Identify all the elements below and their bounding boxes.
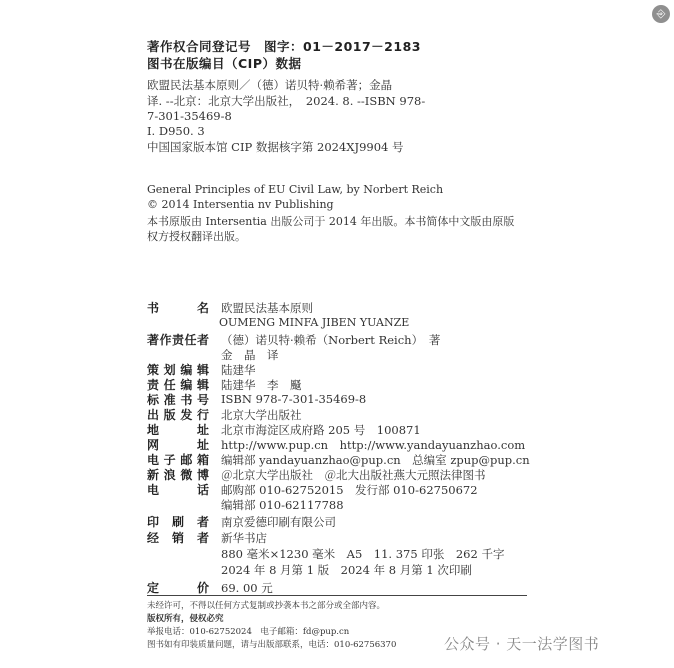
- address-label: 地 址: [147, 423, 209, 437]
- weibo-value: ＠北京大学出版社 ＠北大出版社燕大元照法律图书: [221, 468, 486, 482]
- footer-line-4: 图书如有印装质量问题，请与出版部联系，电话：010-62756370: [147, 640, 397, 650]
- website-value: http://www.pup.cn http://www.yandayuanzhao.com: [221, 438, 526, 452]
- phone-value-2: 编辑部 010-62117788: [221, 498, 344, 512]
- planning-editor-value: 陆建华: [221, 363, 256, 377]
- spec-value: 880 毫米×1230 毫米 A5 11. 375 印张 262 千字: [221, 547, 505, 561]
- isbn-value: ISBN 978-7-301-35469-8: [221, 392, 367, 406]
- price-label: 定 价: [147, 581, 209, 595]
- cip-line-3: 7-301-35469-8: [147, 109, 232, 123]
- isbn-label: 标准书号: [147, 393, 209, 407]
- printer-label: 印 刷 者: [147, 515, 209, 529]
- publisher-label: 出版发行: [147, 408, 209, 422]
- website-label: 网 址: [147, 438, 209, 452]
- translator-value: 金 晶 译: [221, 348, 279, 362]
- address-value: 北京市海淀区成府路 205 号 100871: [221, 423, 421, 437]
- english-title-line: General Principles of EU Civil Law, by Norbert Reich: [147, 183, 444, 196]
- footer-divider: [147, 595, 527, 596]
- authorization-line: 权方授权翻译出版。: [147, 230, 246, 243]
- copyright-line: © 2014 Intersentia nv Publishing: [147, 198, 334, 211]
- book-pinyin-value: OUMENG MINFA JIBEN YUANZE: [219, 316, 410, 329]
- cip-heading: 图书在版编目（CIP）数据: [147, 56, 302, 71]
- planning-editor-label: 策划编辑: [147, 363, 209, 377]
- original-edition-line: 本书原版由 Intersentia 出版公司于 2014 年出版。本书简体中文版由原版: [147, 215, 515, 228]
- book-name-label: 书 名: [147, 301, 209, 315]
- cip-line-1: 欧盟民法基本原则／（德）诺贝特·赖希著；金晶: [147, 78, 393, 92]
- phone-value-1: 邮购部 010-62752015 发行部 010-62750672: [221, 483, 478, 497]
- footer-line-2: 版权所有，侵权必究: [147, 614, 224, 624]
- cip-line-4: Ⅰ. D950. 3: [147, 124, 205, 138]
- distributor-value: 新华书店: [221, 531, 267, 545]
- printer-value: 南京爱德印刷有限公司: [221, 515, 336, 529]
- responsible-editor-value: 陆建华 李 颾: [221, 378, 302, 392]
- cip-line-2: 译. --北京：北京大学出版社， 2024. 8. --ISBN 978-: [147, 94, 426, 108]
- footer-line-3: 举报电话：010-62752024 电子邮箱：fd@pup.cn: [147, 627, 350, 637]
- responsible-editor-label: 责任编辑: [147, 378, 209, 392]
- weibo-label: 新浪微博: [147, 468, 209, 482]
- share-icon[interactable]: ⎆: [652, 5, 670, 23]
- edition-value: 2024 年 8 月第 1 版 2024 年 8 月第 1 次印刷: [221, 563, 472, 577]
- author-label: 著作责任者: [147, 333, 209, 347]
- watermark: 公众号 · 天一法学图书: [444, 635, 600, 653]
- price-value: 69. 00 元: [221, 581, 273, 595]
- cip-line-5: 中国国家版本馆 CIP 数据核字第 2024XJ9904 号: [147, 140, 404, 154]
- contract-reg-number: 著作权合同登记号 图字：01－2017－2183: [147, 39, 421, 54]
- footer-line-1: 未经许可，不得以任何方式复制或抄袭本书之部分或全部内容。: [147, 601, 386, 611]
- email-label: 电子邮箱: [147, 453, 209, 467]
- author-value: （德）诺贝特·赖希（Norbert Reich） 著: [221, 333, 441, 347]
- book-name-value: 欧盟民法基本原则: [221, 301, 313, 315]
- email-value: 编辑部 yandayuanzhao@pup.cn 总编室 zpup@pup.cn: [221, 453, 530, 467]
- distributor-label: 经 销 者: [147, 531, 209, 545]
- phone-label: 电 话: [147, 483, 209, 497]
- publisher-value: 北京大学出版社: [221, 408, 302, 422]
